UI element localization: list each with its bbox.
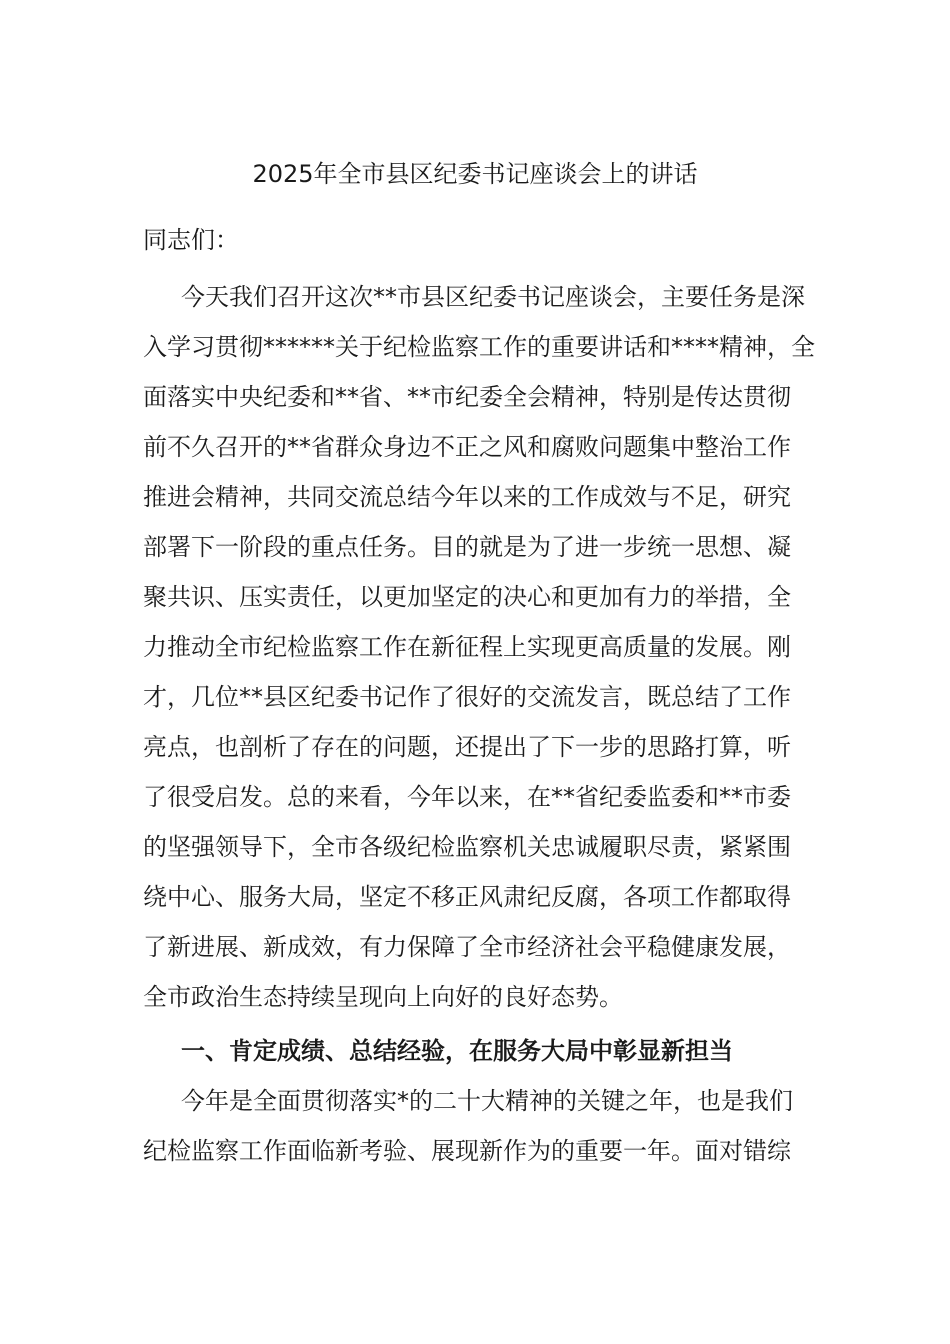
paragraph-line: 今年是全面贯彻落实*的二十大精神的关键之年，也是我们 bbox=[181, 1087, 793, 1115]
paragraph-line: 全市政治生态持续呈现向上向好的良好态势。 bbox=[143, 983, 623, 1011]
paragraph-intro bbox=[143, 272, 815, 1022]
paragraph-section1 bbox=[143, 1076, 805, 1176]
paragraph-line: 聚共识、压实责任，以更加坚定的决心和更加有力的举措，全 bbox=[143, 583, 791, 611]
paragraph-line: 前不久召开的**省群众身边不正之风和腐败问题集中整治工作 bbox=[143, 433, 791, 461]
salutation: 同志们： bbox=[143, 226, 239, 254]
paragraph-line: 才，几位**县区纪委书记作了很好的交流发言，既总结了工作 bbox=[143, 683, 791, 711]
paragraph-line: 入学习贯彻******关于纪检监察工作的重要讲话和****精神，全 bbox=[143, 333, 815, 361]
paragraph-line: 了很受启发。总的来看，今年以来，在**省纪委监委和**市委 bbox=[143, 783, 791, 811]
paragraph-line: 部署下一阶段的重点任务。目的就是为了进一步统一思想、凝 bbox=[143, 533, 791, 561]
paragraph-line: 力推动全市纪检监察工作在新征程上实现更高质量的发展。刚 bbox=[143, 633, 791, 661]
document-title: 2025年全市县区纪委书记座谈会上的讲话 bbox=[252, 160, 698, 188]
paragraph-line: 亮点，也剖析了存在的问题，还提出了下一步的思路打算，听 bbox=[143, 733, 791, 761]
paragraph-line: 今天我们召开这次**市县区纪委书记座谈会，主要任务是深 bbox=[181, 283, 805, 311]
paragraph-line: 面落实中央纪委和**省、**市纪委全会精神，特别是传达贯彻 bbox=[143, 383, 791, 411]
paragraph-line: 纪检监察工作面临新考验、展现新作为的重要一年。面对错综 bbox=[143, 1137, 791, 1165]
paragraph-line: 了新进展、新成效，有力保障了全市经济社会平稳健康发展， bbox=[143, 933, 791, 961]
document-body bbox=[143, 272, 815, 1176]
paragraph-line: 推进会精神，共同交流总结今年以来的工作成效与不足，研究 bbox=[143, 483, 791, 511]
paragraph-line: 的坚强领导下，全市各级纪检监察机关忠诚履职尽责，紧紧围 bbox=[143, 833, 791, 861]
section-heading: 一、肯定成绩、总结经验，在服务大局中彰显新担当 bbox=[181, 1037, 733, 1065]
paragraph-line: 绕中心、服务大局，坚定不移正风肃纪反腐，各项工作都取得 bbox=[143, 883, 791, 911]
